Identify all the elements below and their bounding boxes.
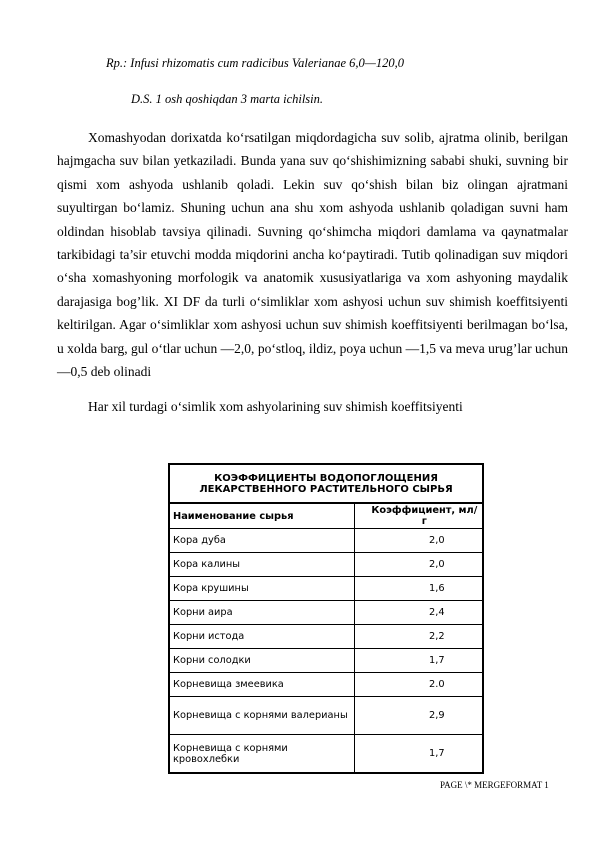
row-name: Корневища с корнями кровохлебки [169, 735, 354, 774]
table-row [169, 553, 483, 577]
row-value: 1,6 [354, 577, 483, 601]
table-row [169, 697, 483, 735]
body-paragraph: Xomashyodan dorixatda ko‘rsatilgan miqdordagicha suv solib, ajratma olinib, berilgan hajmgacha suv bilan yetkaziladi. Bunda yana suv qo‘shishimizning sababi shuki, suvning bir qismi xom ashyoda ushlanib qoladi. Lekin suv qo‘shish bilan biz olingan ajratmani suyultirgan bo‘lamiz. Shuning uchun ana shu xom ashyoda ushlanib qoladigan suvni ham oldindan hisoblab tavsiya qilinadi. Suvning qo‘shimcha miqdori damlama va qaynatmalar tarkibidagi ta’sir etuvchi modda miqdorini ancha ko‘paytiradi. Tutib qolinadigan suv miqdori o‘sha xomashyoning morfologik va anatomik xususiyatlariga va xom ashyoning maydalik darajasiga bog’lik. XI DF da turli o‘simliklar xom ashyosi uchun suv shimish koeffitsiyenti keltirilgan. Agar o‘simliklar xom ashyosi uchun suv shimish koeffitsiyenti berilmagan bo‘lsa, u xolda barg, gul o‘tlar uchun —2,0, po‘stloq, ildiz, poya uchun —1,5 va meva urug’lar uchun —0,5 deb olinadi [57, 130, 568, 380]
table-row [169, 529, 483, 553]
table-title-line1: КОЭФФИЦИЕНТЫ ВОДОПОГЛОЩЕНИЯ [214, 472, 438, 484]
row-name: Корни истода [169, 625, 354, 649]
row-name: Корни солодки [169, 649, 354, 673]
row-value: 2,2 [354, 625, 483, 649]
table-title [169, 464, 483, 503]
row-name: Кора дуба [169, 529, 354, 553]
row-name: Кора калины [169, 553, 354, 577]
col-header-value: Коэффициент, мл/г [354, 503, 483, 529]
prescription-rx-line: Rp.: Infusi rhizomatis cum radicibus Valerianae 6,0—120,0 [106, 56, 405, 70]
table-row [169, 625, 483, 649]
table-row [169, 673, 483, 697]
col-header-name: Наименование сырья [169, 503, 354, 529]
page-number-field: PAGE \* MERGEFORMAT 1 [440, 780, 549, 790]
table-title-line2: ЛЕКАРСТВЕННОГО РАСТИТЕЛЬНОГО СЫРЬЯ [199, 483, 453, 495]
table-row [169, 577, 483, 601]
row-value: 2,9 [354, 697, 483, 735]
row-name: Корневища змеевика [169, 673, 354, 697]
row-value: 2,0 [354, 529, 483, 553]
table-row [169, 601, 483, 625]
table-row [169, 735, 483, 774]
row-name: Корни аира [169, 601, 354, 625]
table-row [169, 649, 483, 673]
row-value: 2,0 [354, 553, 483, 577]
prescription-ds-line: D.S. 1 osh qoshiqdan 3 marta ichilsin. [131, 92, 324, 106]
row-name: Корневища с корнями валерианы [169, 697, 354, 735]
row-name: Кора крушины [169, 577, 354, 601]
row-value: 1,7 [354, 735, 483, 774]
row-value: 2,4 [354, 601, 483, 625]
row-value: 1,7 [354, 649, 483, 673]
coefficient-table [168, 463, 484, 774]
table-caption: Har xil turdagi o‘simlik xom ashyolarining suv shimish koeffitsiyenti [88, 399, 463, 414]
row-value: 2.0 [354, 673, 483, 697]
